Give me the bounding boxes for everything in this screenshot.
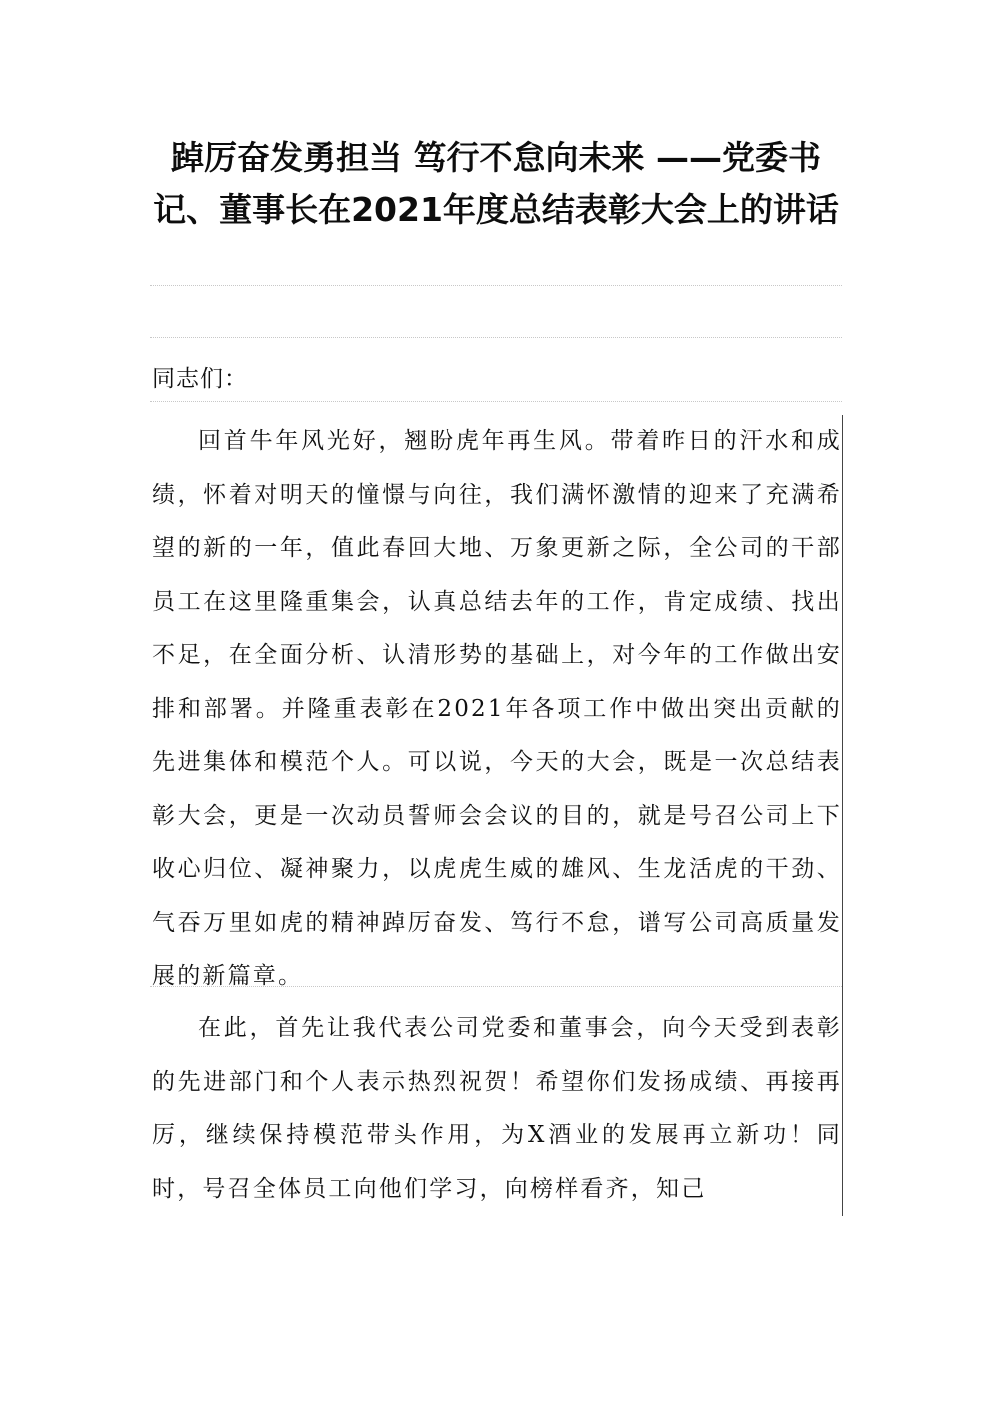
document-title: 踔厉奋发勇担当 笃行不怠向未来 ——党委书记、董事长在2021年度总结表彰大会上的讲话 [153,138,839,229]
divider [150,401,842,402]
divider [150,986,842,987]
divider [150,337,842,338]
body-paragraph: 在此，首先让我代表公司党委和董事会，向今天受到表彰的先进部门和个人表示热烈祝贺！希望你们发扬成绩、再接再厉，继续保持模范带头作用，为X酒业的发展再立新功！同时，号召全体员工向他们学习，向榜样看齐，知己 [152,1002,843,1216]
greeting: 同志们： [152,366,248,392]
divider [150,285,842,286]
body-paragraph: 回首牛年风光好，翘盼虎年再生风。带着昨日的汗水和成绩，怀着对明天的憧憬与向往，我们满怀激情的迎来了充满希望的新的一年，值此春回大地、万象更新之际，全公司的干部员工在这里隆重集会，认真总结去年的工作，肯定成绩、找出不足，在全面分析、认清形势的基础上，对今年的工作做出安排和部署。并隆重表彰在2021年各项工作中做出突出贡献的先进集体和模范个人。可以说，今天的大会，既是一次总结表彰大会，更是一次动员誓师会会议的目的，就是号召公司上下收心归位、凝神聚力，以虎虎生威的雄风、生龙活虎的干劲、气吞万里如虎的精神踔厉奋发、笃行不怠，谱写公司高质量发展的新篇章。 [152,415,843,1004]
